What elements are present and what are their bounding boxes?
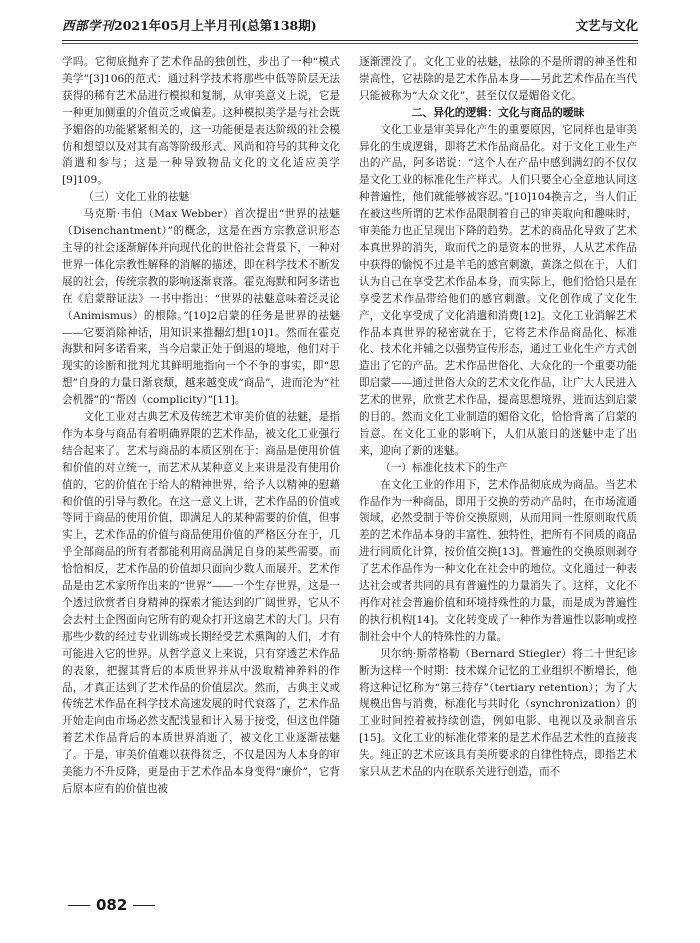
header-rule <box>62 40 638 41</box>
page-footer <box>62 896 161 914</box>
issue-info: 2021年05月上半月刊(总第138期) <box>114 18 317 33</box>
body-paragraph: 逐渐湮没了。文化工业的祛魅，祛除的不是所谓的神圣性和崇高性，它祛除的是艺术作品本身——另此艺术作品在当代只能被称为“大众文化”，甚至仅仅是媚俗文化。 <box>359 56 637 102</box>
journal-masthead: 西部学刊 <box>62 18 115 33</box>
section-heading: 二、异化的逻辑：文化与商品的暧昧 <box>411 105 585 119</box>
body-paragraph: 学吗。它彻底抛弃了艺术作品的独创性，步出了一种“模式美学”[3]106的范式：通过科学技术将那些中低等阶层无法获得的稀有艺术品进行模拟和复制，从审美意义上说，它是一种更加侧重的介值贡乏或偏差。这种模拟美学是与社会既予媚俗的功能紧紧相关的，这一功能便是表达阶级的社会模仿和想望以及对其有高等阶级形式、风尚和符号的其种文化消遣和参与；这是一种导致物品文化的文化适应美学[9]109。 <box>62 56 340 187</box>
body-paragraph: 在文化工业的作用下，艺术作品彻底成为商品。当艺术作品作为一种商品，即用于交换的劳动产品时，在市场流通领域，必然受制于等价交换原则，从而用同一性原则取代质差的艺术作品本身的丰富性、独特性，把所有不同质的商品进行同质化计算，按价值交换[13]。普遍性的交换原则剥夺了艺术作品作为一种文化在社会中的地位。文化通过一种表达社会或者共同的具有普遍性的力量消失了。这样，文化不再作对社会普遍价值和环境持殊性的力量，而是成为普遍性的执行机构[14]。文化转变成了一种作为普遍性以影响或控制社会中个人的特殊性的力量。 <box>359 478 637 643</box>
subsection-heading: （三）文化工业的祛魅 <box>83 191 190 204</box>
body-paragraph: 贝尔纳·斯蒂格勒（Bernard Stiegler）将二十世纪诊断为这样一个时期：技术媒介记忆的工业组织不断增长，他将这种记忆称为“第三持存”（tertiary retention）；为了大规模出售与消费，标准化与共时化（synchronization）的工业时间控着被持续创造，例如电影、电视以及录制音乐[15]。文化工业的标准化带来的是艺术作品艺术性的直接丧失。纯正的艺术应该具有美所要求的自律性特点，即指艺术家只从艺术品的内在联系关进行创造，而不 <box>359 647 637 779</box>
subsection-heading: （一）标准化技术下的生产 <box>380 461 508 474</box>
section-title: 文艺与文化 <box>575 18 638 33</box>
body-paragraph: 文化工业对古典艺术及传统艺术审美价值的祛魅，是指作为本身与商品有着明确界限的艺术作品，被文化工业强行结合起来了。艺术与商品的本质区别在于：商品是使用价值和价值的对立统一，而艺术从某种意义上来讲是没有使用价值的，它的价值在于给人的精神世界，给予人以精神的慰藉和价值的引导与教化。在这一意义上讲，艺术作品的价值或等同于商品的使用价值，即满足人的某种需要的价值，但事实上，艺术作品的价值与商品使用价值的严格区分在于，几乎全部商品的所有者都能利用商品满足自身的某些需要。而恰恰相反，艺术作品的价值却只面向少数人而展开。艺术作品是由艺术家所作出来的“世界”——一个生存世界，这是一个透过欣赏者自身精神的探索才能达到的广阔世界，它从不会去村土企图面向它所有的观众打开这扇艺术的大门。只有那些少数的经过专业训练或长期经受艺术熏陶的人们，才有可能进入它的世界。从哲学意义上来说，只有穿透艺术作品的表象，把握其背后的本质世界并从中汲取精神养料的作品，才真正达到了艺术作品的价值层次。然而，古典主义或传统艺术作品在科学技术高速发展的时代衰落了，艺术作品开始走向由市场必然支配浅显和计入易于接受，但这也伴随着艺术作品背后的本质世界消逝了，被文化工业逐渐祛魅了。于是，审美价值难以获得贫乏，不仅是因为人本身的审美能力不升反降，更是由于艺术作品本身变得“廉价”，它背后原本应有的价值也被 <box>62 411 340 795</box>
running-header <box>62 16 638 36</box>
footer-dash-left <box>68 905 90 906</box>
header-left <box>62 16 317 34</box>
footer-dash-right <box>133 905 155 906</box>
right-column <box>359 54 637 781</box>
body-paragraph: 文化工业是审美异化产生的重要原因，它同样也是审美异化的生成逻辑，即将艺术作品商品化。对于文化工业生产出的产品，阿多诺说：“这个人在产品中感到满幻的不仅仅是文化工业的标准化生产样式。人们只要全心全意地认同这种普遍性，他们就能够被容忍。”[10]104换言之，当人们正在被这些所谓的艺术作品限制着自己的审美取向和趣味时，审美能力也正呈现出下降的趋势。艺术的商品化导致了艺术本真世界的消失，取而代之的是资本的世界，人从艺术作品中获得的愉悦不过是羊毛的感官刺激，黄涤之似在于，人们认为自己在享受艺术作品本身，而实际上，他们恰恰只是在享受艺术作品带给他们的感官刺激。文化创作成了文化生产，文化享受成了文化消遣和消费[12]。文化工业消解艺术作品本真世界的秘密就在于，它将艺术作品商品化、标准化、技术化并辅之以强势宣传形态，通过工业化生产方式创造出了它的产品。艺术作品世俗化、大众化的一个重要功能即启蒙——通过世俗大众的艺术文化作品，让广大人民进入艺术的世界，欣赏艺术作品，提高思想境界，进而达到启蒙的目的。然而文化工业制造的媚俗文化，恰恰背离了启蒙的旨意。在文化工业的影响下，人们从旅日的迷魅中走了出来，迎向了新的迷魅。 <box>359 123 637 457</box>
header-rule-thin <box>62 43 638 44</box>
page-number: 082 <box>96 896 128 914</box>
left-column <box>62 54 340 798</box>
body-paragraph: 马克斯·韦伯（Max Webber）首次提出“世界的祛魅（Disenchantment）”的概念，这是在西方宗教意识形态主导的社会逐渐解体并向现代化的世俗社会背景下，一种对世界一体化宗教性解释的消解的描述，即在科学技术不断发展的社会，传统宗教的影响逐渐衰落。霍克海默和阿多诺也在《启蒙辩证法》一书中指出：“世界的祛魅意味着泛灵论（Animismus）的根除。”[10]2启蒙的任务是世界的祛魅——它要消除神话，用知识来推翻幻想[10]1。然而在霍克海默和阿多诺看来，当今启蒙正处于倒退的境地，他们对于现实的诊断和批判尤其鲜明地指向一个不争的事实，即“思想”自身的力量日渐衰颓，越来越变成“商品”，进而沦为“社会机器”的“帮凶（complicity）”[11]。 <box>62 208 340 407</box>
